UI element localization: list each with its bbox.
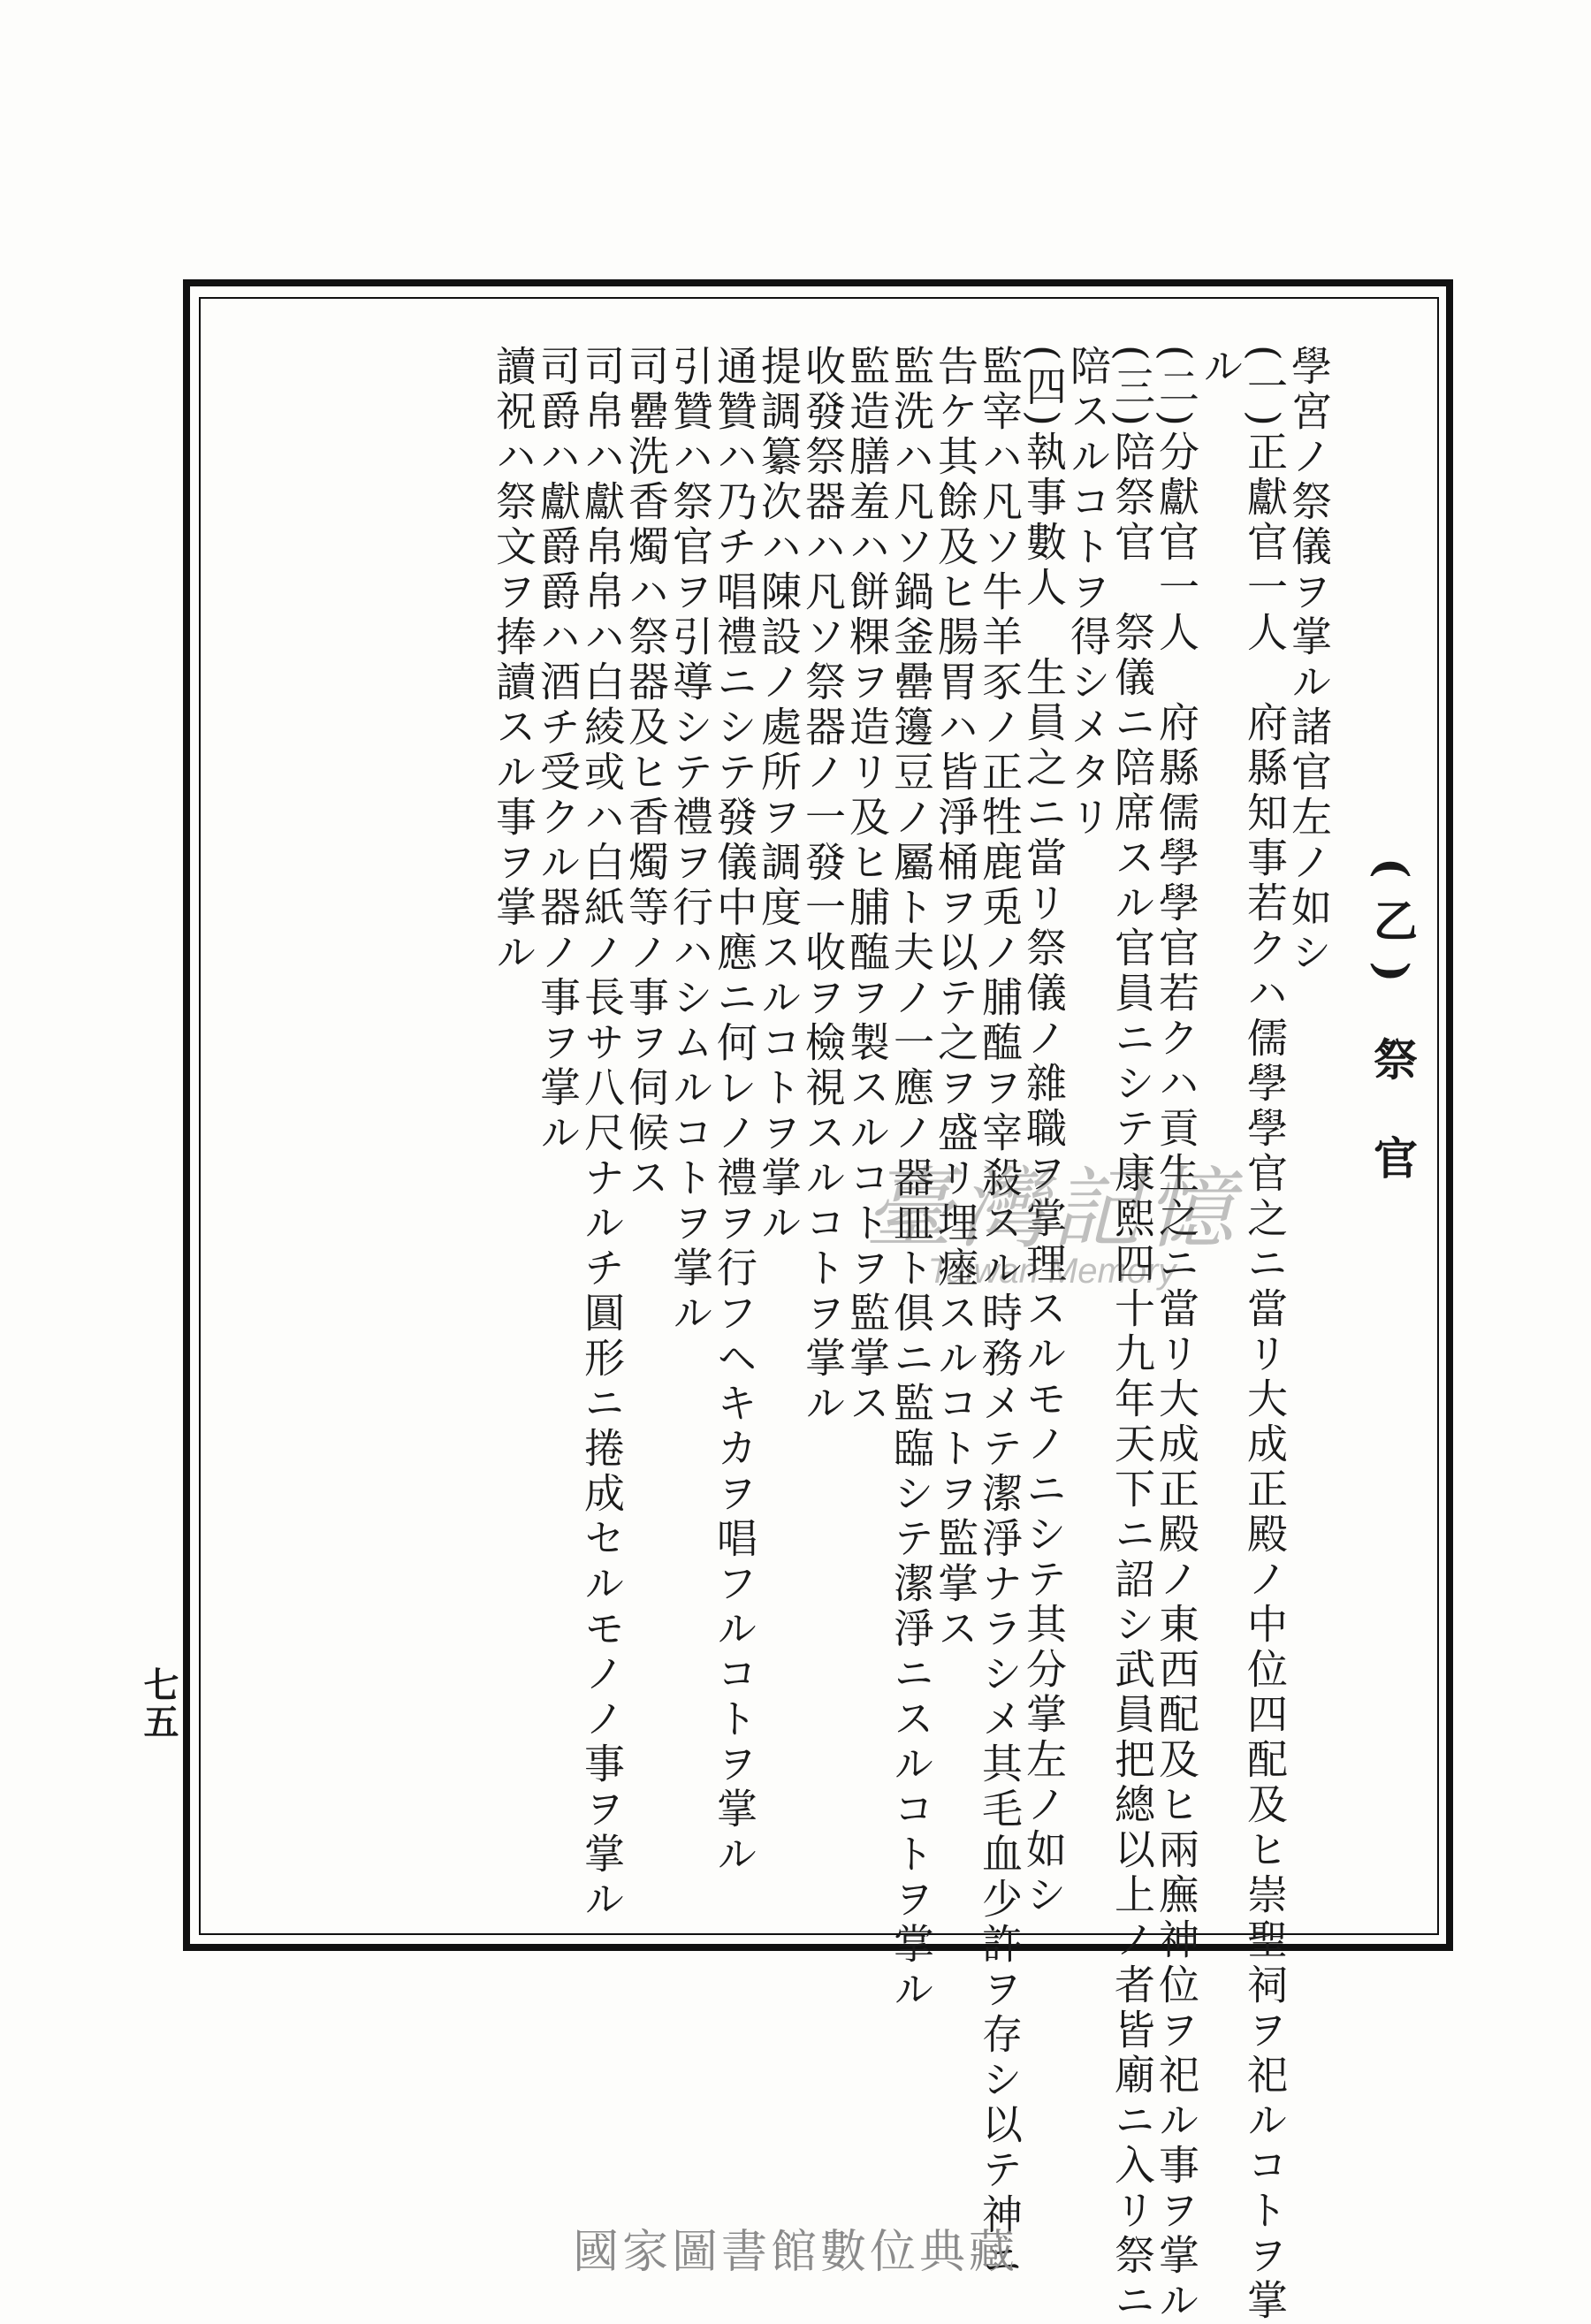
text-column: 告ケ其餘及ヒ腸胃ハ皆淨桶ヲ以テ之ヲ盛リ埋瘞スルコトヲ監掌ス (932, 345, 979, 1652)
text-column: 學宮ノ祭儀ヲ掌ル諸官左ノ如シ (1285, 345, 1333, 976)
footer-caption: 國家圖書館數位典藏 (572, 2226, 1018, 2279)
section-heading: (乙) 祭 官 (1366, 857, 1419, 1200)
text-column: 司爵ハ獻爵爵ハ酒チ受クル器ノ事ヲ掌ル (534, 345, 582, 1156)
text-column: 司罍洗香燭ハ祭器及ヒ香燭等ノ事ヲ伺候ス (622, 345, 670, 1201)
text-column: (二)分獻官一人 府縣儒學學官若クハ貢生之ニ當リ大成正殿ノ東西配及ヒ兩廡神位ヲ祀ル事ヲ掌ル (1153, 345, 1200, 2324)
text-column: 監造膳羞ハ餅粿ヲ造リ及ヒ脯醢ヲ製スルコトヲ監掌ス (843, 345, 891, 1427)
text-column: (一)正獻官一人 府縣知事若クハ儒學學官之ニ當リ大成正殿ノ中位四配及ヒ崇聖祠ヲ祀ルコトヲ掌 (1241, 345, 1289, 2324)
text-column: 陪スルコトヲ得シメタリ (1064, 345, 1112, 841)
text-column: 引贊ハ祭官ヲ引導シテ禮ヲ行ハシムルコトヲ掌ル (666, 345, 714, 1337)
text-column: 提調纂次ハ陳設ノ處所ヲ調度スルコトヲ掌ル (755, 345, 803, 1246)
text-column: 讀祝ハ祭文ヲ捧讀スル事ヲ掌ル (490, 345, 537, 976)
text-column: 通贊ハ乃チ唱禮ニシテ發儀中應ニ何レノ禮ヲ行フヘキカヲ唱フルコトヲ掌ル (711, 345, 758, 1878)
text-column: (四)執事數人 生員之ニ當リ祭儀ノ雜職ヲ掌理スルモノニシテ其分掌左ノ如シ (1020, 345, 1068, 1918)
watermark-english: Taiwan Memory (927, 1252, 1176, 1291)
text-column: 監宰ハ凡ソ牛羊豕ノ正牲鹿兎ノ脯醢ヲ宰殺スル時務メテ潔淨ナラシメ其毛血少許ヲ存シ以テ神ニ (976, 345, 1024, 2283)
text-column: 司帛ハ獻帛帛ハ白綾或ハ白紙ノ長サ八尺ナルチ圓形ニ捲成セルモノノ事ヲ掌ル (578, 345, 626, 1923)
text-column: 收發祭器ハ凡ソ祭器ノ一發一收ヲ檢視スルコトヲ掌ル (799, 345, 847, 1427)
page-number: 七五 (138, 1666, 179, 1741)
text-column: (三)陪祭官 祭儀ニ陪席スル官員ニシテ康熙四十九年天下ニ詔シ武員把總以上ノ者皆廟ニ入リ祭ニ (1108, 345, 1156, 2324)
text-column: 監洗ハ凡ソ鍋釜罍籩豆ノ屬ト夫ノ一應ノ器皿ト俱ニ監臨シテ潔淨ニスルコトヲ掌ル (887, 345, 935, 2013)
text-column: ル (1197, 345, 1245, 390)
watermark-chinese: 臺灣記憶 (864, 1157, 1239, 1261)
